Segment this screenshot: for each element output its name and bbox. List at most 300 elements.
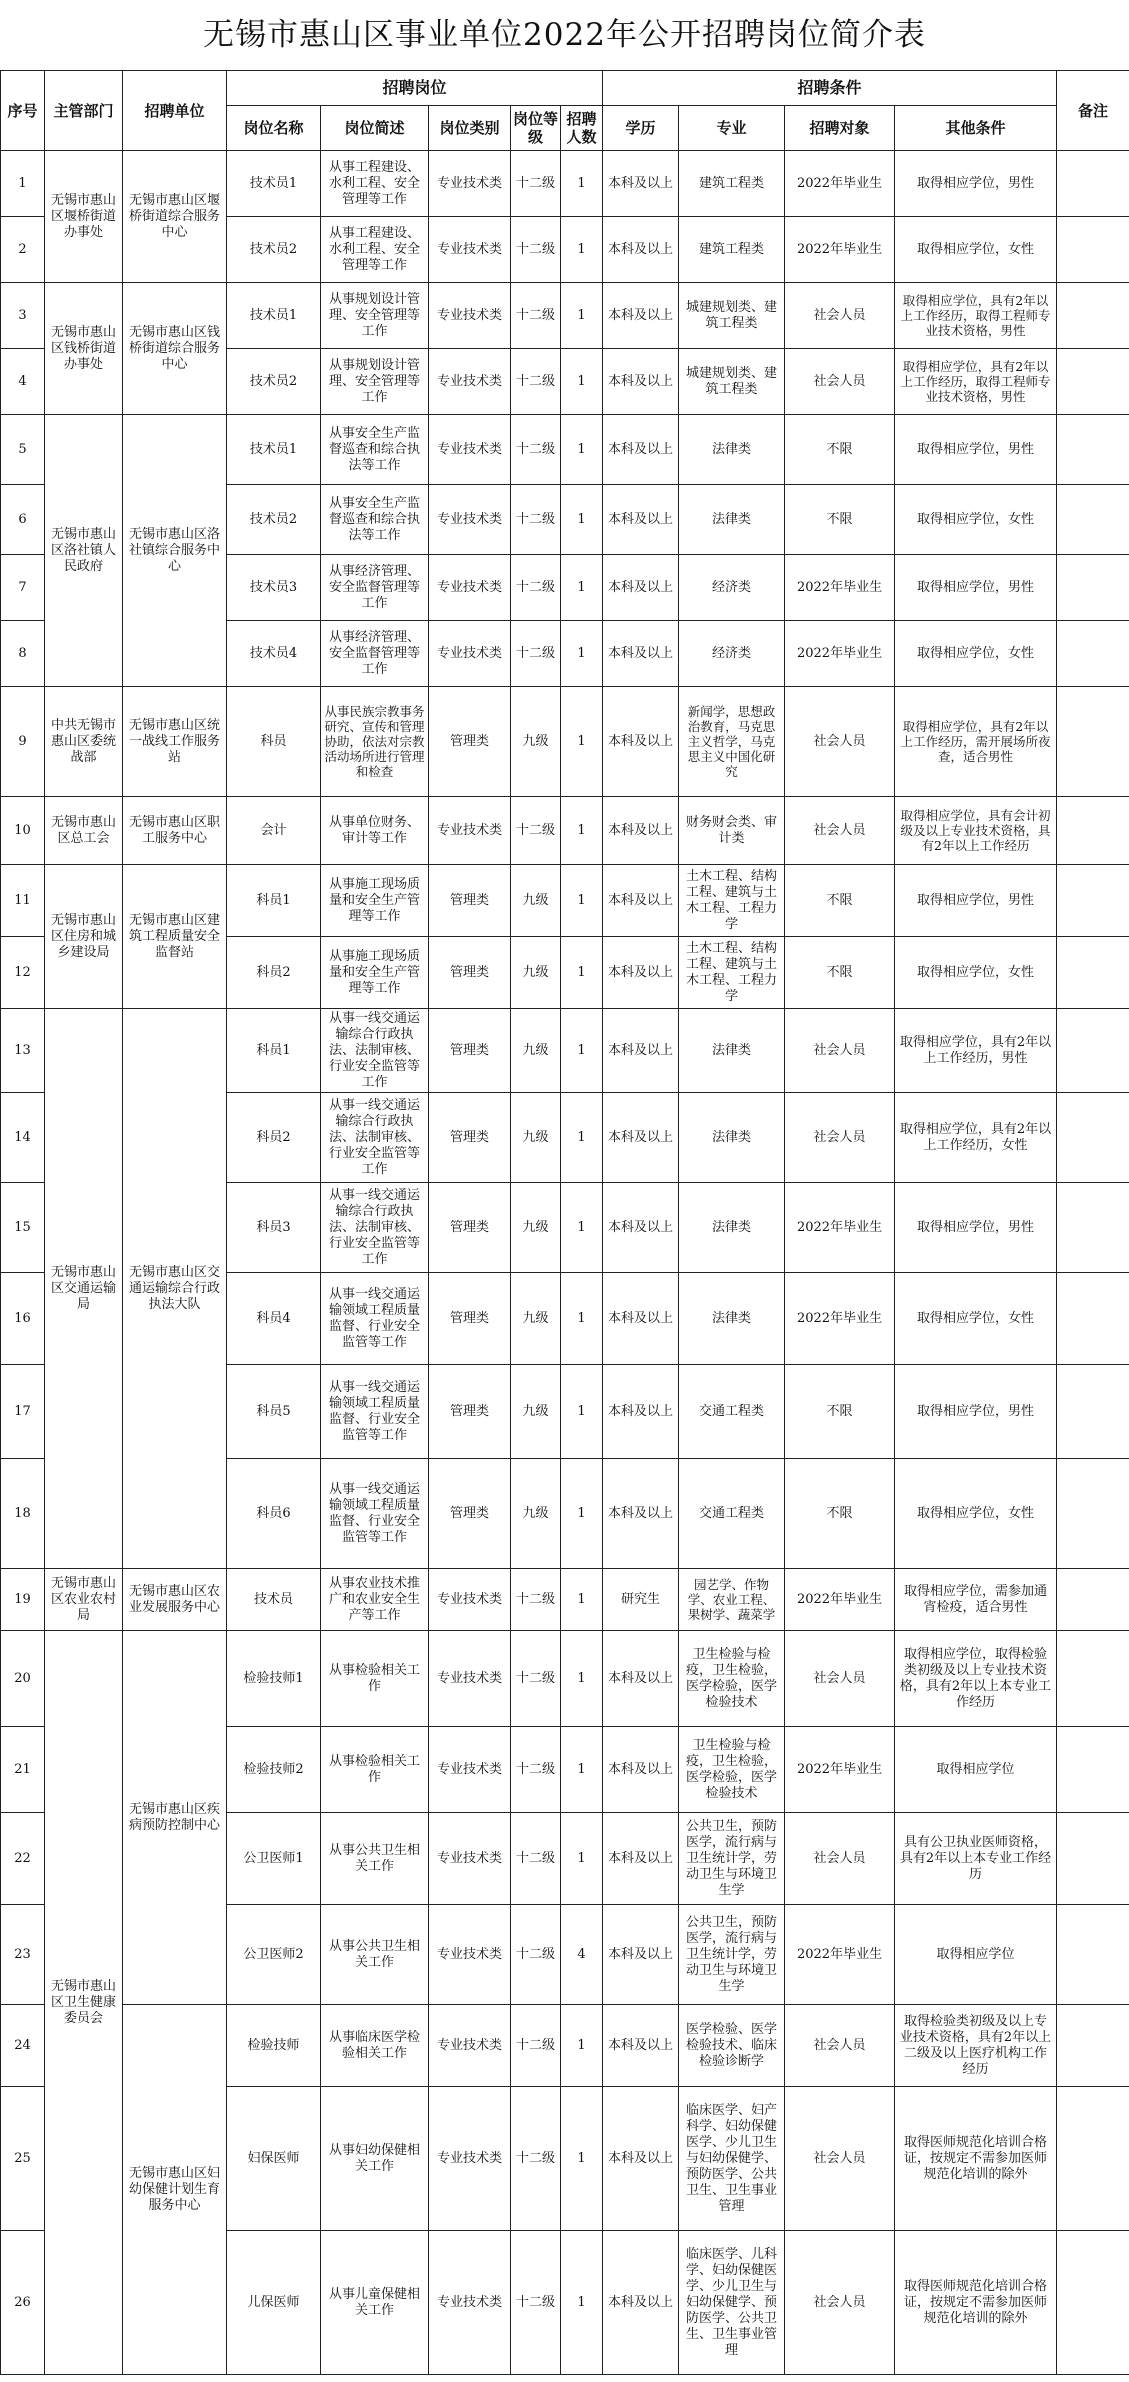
cell-target: 社会人员 bbox=[785, 2231, 895, 2375]
cell-edu: 本科及以上 bbox=[603, 797, 679, 865]
cell-other: 取得相应学位 bbox=[895, 1905, 1057, 2005]
cell-post-type: 专业技术类 bbox=[429, 1727, 511, 1813]
cell-post-level: 十二级 bbox=[511, 1727, 561, 1813]
cell-other: 取得医师规范化培训合格证，按规定不需参加医师规范化培训的除外 bbox=[895, 2231, 1057, 2375]
cell-remark bbox=[1057, 415, 1129, 485]
cell-major: 法律类 bbox=[679, 415, 785, 485]
cell-seq: 12 bbox=[1, 937, 45, 1009]
cell-post-desc: 从事一线交通运输领域工程质量监督、行业安全监管等工作 bbox=[321, 1365, 429, 1459]
cell-post-desc: 从事规划设计管理、安全管理等工作 bbox=[321, 349, 429, 415]
cell-post-name: 技术员2 bbox=[227, 217, 321, 283]
cell-post-desc: 从事公共卫生相关工作 bbox=[321, 1813, 429, 1905]
cell-post-desc: 从事施工现场质量和安全生产管理等工作 bbox=[321, 937, 429, 1009]
cell-remark bbox=[1057, 865, 1129, 937]
cell-edu: 本科及以上 bbox=[603, 555, 679, 621]
cell-post-name: 技术员1 bbox=[227, 415, 321, 485]
cell-post-desc: 从事民族宗教事务研究、宣传和管理协助，依法对宗教活动场所进行管理和检查 bbox=[321, 687, 429, 797]
cell-target: 社会人员 bbox=[785, 1093, 895, 1183]
cell-count: 1 bbox=[561, 1365, 603, 1459]
cell-post-desc: 从事检验相关工作 bbox=[321, 1631, 429, 1727]
cell-post-level: 十二级 bbox=[511, 485, 561, 555]
cell-remark bbox=[1057, 283, 1129, 349]
cell-unit: 无锡市惠山区疾病预防控制中心 bbox=[123, 1631, 227, 2005]
cell-edu: 本科及以上 bbox=[603, 2231, 679, 2375]
cell-count: 1 bbox=[561, 1631, 603, 1727]
cell-other: 取得相应学位，取得检验类初级及以上专业技术资格，具有2年以上本专业工作经历 bbox=[895, 1631, 1057, 1727]
cell-seq: 18 bbox=[1, 1459, 45, 1569]
cell-target: 不限 bbox=[785, 937, 895, 1009]
cell-target: 社会人员 bbox=[785, 1813, 895, 1905]
cell-unit: 无锡市惠山区洛社镇综合服务中心 bbox=[123, 415, 227, 687]
cell-major: 法律类 bbox=[679, 1183, 785, 1273]
cell-major: 土木工程、结构工程、建筑与土木工程、工程力学 bbox=[679, 937, 785, 1009]
cell-remark bbox=[1057, 2005, 1129, 2087]
cell-post-type: 管理类 bbox=[429, 937, 511, 1009]
table-row bbox=[1, 1009, 1129, 1093]
cell-post-name: 科员4 bbox=[227, 1273, 321, 1365]
cell-major: 卫生检验与检疫，卫生检验，医学检验，医学检验技术 bbox=[679, 1727, 785, 1813]
cell-major: 建筑工程类 bbox=[679, 217, 785, 283]
cell-post-desc: 从事儿童保健相关工作 bbox=[321, 2231, 429, 2375]
cell-post-name: 技术员2 bbox=[227, 349, 321, 415]
cell-edu: 研究生 bbox=[603, 1569, 679, 1631]
cell-count: 1 bbox=[561, 1183, 603, 1273]
cell-target: 社会人员 bbox=[785, 283, 895, 349]
cell-target: 不限 bbox=[785, 485, 895, 555]
cell-target: 社会人员 bbox=[785, 349, 895, 415]
cell-post-type: 专业技术类 bbox=[429, 2231, 511, 2375]
cell-major: 医学检验、医学检验技术、临床检验诊断学 bbox=[679, 2005, 785, 2087]
cell-post-level: 十二级 bbox=[511, 2231, 561, 2375]
cell-seq: 7 bbox=[1, 555, 45, 621]
cell-seq: 3 bbox=[1, 283, 45, 349]
cell-post-type: 专业技术类 bbox=[429, 797, 511, 865]
cell-post-desc: 从事经济管理、安全监督管理等工作 bbox=[321, 621, 429, 687]
cell-seq: 21 bbox=[1, 1727, 45, 1813]
cell-post-level: 九级 bbox=[511, 1183, 561, 1273]
cell-major: 法律类 bbox=[679, 1009, 785, 1093]
cell-seq: 24 bbox=[1, 2005, 45, 2087]
header-major: 专业 bbox=[679, 106, 785, 151]
cell-post-desc: 从事工程建设、水利工程、安全管理等工作 bbox=[321, 151, 429, 217]
cell-post-type: 专业技术类 bbox=[429, 283, 511, 349]
cell-other: 取得相应学位，男性 bbox=[895, 1183, 1057, 1273]
cell-major: 临床医学、妇产科学、妇幼保健医学、少儿卫生与妇幼保健学、预防医学、公共卫生、卫生事业管理 bbox=[679, 2087, 785, 2231]
cell-other: 取得医师规范化培训合格证，按规定不需参加医师规范化培训的除外 bbox=[895, 2087, 1057, 2231]
cell-target: 社会人员 bbox=[785, 2005, 895, 2087]
cell-post-level: 十二级 bbox=[511, 349, 561, 415]
cell-post-desc: 从事一线交通运输综合行政执法、法制审核、行业安全监管等工作 bbox=[321, 1009, 429, 1093]
header-post-level: 岗位等级 bbox=[511, 106, 561, 151]
cell-post-desc: 从事工程建设、水利工程、安全管理等工作 bbox=[321, 217, 429, 283]
table-row bbox=[1, 687, 1129, 797]
cell-post-name: 检验技师2 bbox=[227, 1727, 321, 1813]
cell-count: 1 bbox=[561, 415, 603, 485]
cell-count: 1 bbox=[561, 1459, 603, 1569]
cell-major: 公共卫生，预防医学，流行病与卫生统计学，劳动卫生与环境卫生学 bbox=[679, 1813, 785, 1905]
cell-other: 取得相应学位，具有2年以上工作经历，男性 bbox=[895, 1009, 1057, 1093]
cell-major: 城建规划类、建筑工程类 bbox=[679, 283, 785, 349]
cell-remark bbox=[1057, 937, 1129, 1009]
cell-major: 城建规划类、建筑工程类 bbox=[679, 349, 785, 415]
cell-count: 1 bbox=[561, 2005, 603, 2087]
cell-unit: 无锡市惠山区妇幼保健计划生育服务中心 bbox=[123, 2005, 227, 2375]
cell-dept: 无锡市惠山区交通运输局 bbox=[45, 1009, 123, 1569]
cell-major: 经济类 bbox=[679, 621, 785, 687]
cell-post-name: 科员2 bbox=[227, 937, 321, 1009]
cell-count: 1 bbox=[561, 865, 603, 937]
cell-remark bbox=[1057, 1727, 1129, 1813]
table-row bbox=[1, 865, 1129, 937]
cell-major: 卫生检验与检疫，卫生检验，医学检验，医学检验技术 bbox=[679, 1631, 785, 1727]
cell-target: 2022年毕业生 bbox=[785, 1183, 895, 1273]
cell-edu: 本科及以上 bbox=[603, 1093, 679, 1183]
cell-other: 取得检验类初级及以上专业技术资格，具有2年以上二级及以上医疗机构工作经历 bbox=[895, 2005, 1057, 2087]
cell-other: 取得相应学位 bbox=[895, 1727, 1057, 1813]
cell-count: 1 bbox=[561, 349, 603, 415]
cell-post-name: 技术员1 bbox=[227, 151, 321, 217]
cell-post-desc: 从事妇幼保健相关工作 bbox=[321, 2087, 429, 2231]
cell-post-level: 十二级 bbox=[511, 1631, 561, 1727]
cell-post-type: 专业技术类 bbox=[429, 1569, 511, 1631]
cell-post-name: 科员2 bbox=[227, 1093, 321, 1183]
cell-dept: 无锡市惠山区洛社镇人民政府 bbox=[45, 415, 123, 687]
cell-count: 1 bbox=[561, 1727, 603, 1813]
cell-remark bbox=[1057, 2087, 1129, 2231]
cell-post-level: 十二级 bbox=[511, 415, 561, 485]
cell-major: 财务财会类、审计类 bbox=[679, 797, 785, 865]
cell-seq: 5 bbox=[1, 415, 45, 485]
cell-post-name: 科员5 bbox=[227, 1365, 321, 1459]
cell-major: 经济类 bbox=[679, 555, 785, 621]
cell-other: 取得相应学位，具有2年以上工作经历，需开展场所夜查，适合男性 bbox=[895, 687, 1057, 797]
cell-count: 1 bbox=[561, 2087, 603, 2231]
cell-post-level: 九级 bbox=[511, 865, 561, 937]
cell-post-desc: 从事经济管理、安全监督管理等工作 bbox=[321, 555, 429, 621]
cell-edu: 本科及以上 bbox=[603, 1365, 679, 1459]
cell-post-type: 专业技术类 bbox=[429, 1631, 511, 1727]
cell-edu: 本科及以上 bbox=[603, 283, 679, 349]
cell-seq: 22 bbox=[1, 1813, 45, 1905]
header-remark: 备注 bbox=[1057, 71, 1129, 151]
cell-post-name: 科员3 bbox=[227, 1183, 321, 1273]
cell-post-name: 公卫医师2 bbox=[227, 1905, 321, 2005]
cell-post-level: 十二级 bbox=[511, 1569, 561, 1631]
cell-other: 取得相应学位，男性 bbox=[895, 1365, 1057, 1459]
cell-major: 新闻学，思想政治教育，马克思主义哲学，马克思主义中国化研究 bbox=[679, 687, 785, 797]
cell-dept: 无锡市惠山区农业农村局 bbox=[45, 1569, 123, 1631]
cell-major: 法律类 bbox=[679, 485, 785, 555]
cell-post-type: 专业技术类 bbox=[429, 621, 511, 687]
cell-post-type: 专业技术类 bbox=[429, 415, 511, 485]
cell-other: 取得相应学位，男性 bbox=[895, 151, 1057, 217]
cell-post-level: 十二级 bbox=[511, 1905, 561, 2005]
cell-target: 不限 bbox=[785, 1365, 895, 1459]
cell-unit: 无锡市惠山区堰桥街道综合服务中心 bbox=[123, 151, 227, 283]
cell-edu: 本科及以上 bbox=[603, 2087, 679, 2231]
header-dept: 主管部门 bbox=[45, 71, 123, 151]
cell-post-name: 技术员2 bbox=[227, 485, 321, 555]
cell-post-name: 会计 bbox=[227, 797, 321, 865]
cell-other: 取得相应学位，女性 bbox=[895, 1273, 1057, 1365]
recruitment-table bbox=[0, 70, 1129, 2375]
cell-post-level: 十二级 bbox=[511, 283, 561, 349]
cell-post-desc: 从事一线交通运输领域工程质量监督、行业安全监管等工作 bbox=[321, 1459, 429, 1569]
cell-remark bbox=[1057, 1093, 1129, 1183]
cell-remark bbox=[1057, 1009, 1129, 1093]
table-row bbox=[1, 151, 1129, 217]
cell-post-level: 十二级 bbox=[511, 2005, 561, 2087]
cell-post-type: 专业技术类 bbox=[429, 485, 511, 555]
cell-post-desc: 从事单位财务、审计等工作 bbox=[321, 797, 429, 865]
cell-edu: 本科及以上 bbox=[603, 485, 679, 555]
cell-post-type: 管理类 bbox=[429, 1459, 511, 1569]
cell-post-name: 科员1 bbox=[227, 865, 321, 937]
header-seq: 序号 bbox=[1, 71, 45, 151]
cell-seq: 20 bbox=[1, 1631, 45, 1727]
cell-other: 取得相应学位，女性 bbox=[895, 485, 1057, 555]
cell-major: 建筑工程类 bbox=[679, 151, 785, 217]
cell-target: 2022年毕业生 bbox=[785, 1273, 895, 1365]
header-target: 招聘对象 bbox=[785, 106, 895, 151]
cell-post-level: 九级 bbox=[511, 1093, 561, 1183]
cell-post-type: 专业技术类 bbox=[429, 217, 511, 283]
cell-count: 1 bbox=[561, 797, 603, 865]
cell-post-desc: 从事一线交通运输领域工程质量监督、行业安全监管等工作 bbox=[321, 1273, 429, 1365]
cell-count: 1 bbox=[561, 1093, 603, 1183]
cell-count: 1 bbox=[561, 217, 603, 283]
cell-seq: 10 bbox=[1, 797, 45, 865]
cell-post-name: 科员6 bbox=[227, 1459, 321, 1569]
cell-count: 1 bbox=[561, 937, 603, 1009]
cell-remark bbox=[1057, 2231, 1129, 2375]
cell-edu: 本科及以上 bbox=[603, 1459, 679, 1569]
cell-count: 1 bbox=[561, 1009, 603, 1093]
header-count: 招聘人数 bbox=[561, 106, 603, 151]
cell-seq: 23 bbox=[1, 1905, 45, 2005]
cell-edu: 本科及以上 bbox=[603, 1009, 679, 1093]
cell-seq: 19 bbox=[1, 1569, 45, 1631]
cell-target: 2022年毕业生 bbox=[785, 217, 895, 283]
cell-post-type: 专业技术类 bbox=[429, 2005, 511, 2087]
cell-count: 1 bbox=[561, 283, 603, 349]
cell-post-name: 科员1 bbox=[227, 1009, 321, 1093]
cell-post-desc: 从事农业技术推广和农业安全生产等工作 bbox=[321, 1569, 429, 1631]
cell-other: 取得相应学位，男性 bbox=[895, 415, 1057, 485]
cell-post-level: 九级 bbox=[511, 1365, 561, 1459]
cell-post-desc: 从事临床医学检验相关工作 bbox=[321, 2005, 429, 2087]
cell-major: 交通工程类 bbox=[679, 1459, 785, 1569]
cell-post-desc: 从事公共卫生相关工作 bbox=[321, 1905, 429, 2005]
cell-unit: 无锡市惠山区钱桥街道综合服务中心 bbox=[123, 283, 227, 415]
cell-other: 取得相应学位，需参加通宵检疫，适合男性 bbox=[895, 1569, 1057, 1631]
cell-post-name: 公卫医师1 bbox=[227, 1813, 321, 1905]
cell-post-type: 管理类 bbox=[429, 687, 511, 797]
cell-edu: 本科及以上 bbox=[603, 621, 679, 687]
header-post-type: 岗位类别 bbox=[429, 106, 511, 151]
cell-remark bbox=[1057, 217, 1129, 283]
cell-post-type: 管理类 bbox=[429, 1365, 511, 1459]
cell-dept: 中共无锡市惠山区委统战部 bbox=[45, 687, 123, 797]
cell-remark bbox=[1057, 1183, 1129, 1273]
cell-major: 园艺学、作物学、农业工程、果树学、蔬菜学 bbox=[679, 1569, 785, 1631]
cell-other: 取得相应学位，女性 bbox=[895, 1459, 1057, 1569]
cell-target: 社会人员 bbox=[785, 797, 895, 865]
cell-major: 法律类 bbox=[679, 1273, 785, 1365]
cell-seq: 26 bbox=[1, 2231, 45, 2375]
cell-post-level: 十二级 bbox=[511, 621, 561, 687]
cell-post-desc: 从事施工现场质量和安全生产管理等工作 bbox=[321, 865, 429, 937]
cell-unit: 无锡市惠山区建筑工程质量安全监督站 bbox=[123, 865, 227, 1009]
cell-unit: 无锡市惠山区统一战线工作服务站 bbox=[123, 687, 227, 797]
cell-remark bbox=[1057, 555, 1129, 621]
cell-post-level: 十二级 bbox=[511, 2087, 561, 2231]
cell-major: 临床医学、儿科学、妇幼保健医学、少儿卫生与妇幼保健学、预防医学、公共卫生、卫生事业管理 bbox=[679, 2231, 785, 2375]
cell-remark bbox=[1057, 1905, 1129, 2005]
cell-count: 1 bbox=[561, 2231, 603, 2375]
cell-post-level: 十二级 bbox=[511, 217, 561, 283]
cell-other: 具有公卫执业医师资格，具有2年以上本专业工作经历 bbox=[895, 1813, 1057, 1905]
cell-unit: 无锡市惠山区农业发展服务中心 bbox=[123, 1569, 227, 1631]
cell-other: 取得相应学位，具有会计初级及以上专业技术资格，具有2年以上工作经历 bbox=[895, 797, 1057, 865]
cell-seq: 15 bbox=[1, 1183, 45, 1273]
cell-post-level: 九级 bbox=[511, 1273, 561, 1365]
cell-target: 社会人员 bbox=[785, 2087, 895, 2231]
cell-edu: 本科及以上 bbox=[603, 1905, 679, 2005]
header-post-desc: 岗位简述 bbox=[321, 106, 429, 151]
cell-target: 2022年毕业生 bbox=[785, 621, 895, 687]
cell-other: 取得相应学位，女性 bbox=[895, 621, 1057, 687]
cell-post-type: 管理类 bbox=[429, 1273, 511, 1365]
cell-post-type: 专业技术类 bbox=[429, 1905, 511, 2005]
cell-seq: 6 bbox=[1, 485, 45, 555]
cell-post-level: 十二级 bbox=[511, 1813, 561, 1905]
cell-seq: 11 bbox=[1, 865, 45, 937]
header-edu: 学历 bbox=[603, 106, 679, 151]
table-row bbox=[1, 283, 1129, 349]
cell-major: 土木工程、结构工程、建筑与土木工程、工程力学 bbox=[679, 865, 785, 937]
cell-remark bbox=[1057, 1569, 1129, 1631]
cell-other: 取得相应学位，女性 bbox=[895, 937, 1057, 1009]
cell-other: 取得相应学位，具有2年以上工作经历，女性 bbox=[895, 1093, 1057, 1183]
cell-edu: 本科及以上 bbox=[603, 1631, 679, 1727]
table-row bbox=[1, 1631, 1129, 1727]
header-unit: 招聘单位 bbox=[123, 71, 227, 151]
cell-post-type: 管理类 bbox=[429, 1009, 511, 1093]
cell-target: 不限 bbox=[785, 865, 895, 937]
header-group-post: 招聘岗位 bbox=[227, 71, 603, 106]
cell-post-type: 管理类 bbox=[429, 865, 511, 937]
cell-edu: 本科及以上 bbox=[603, 1727, 679, 1813]
cell-target: 社会人员 bbox=[785, 687, 895, 797]
cell-edu: 本科及以上 bbox=[603, 151, 679, 217]
cell-dept: 无锡市惠山区卫生健康委员会 bbox=[45, 1631, 123, 2375]
cell-remark bbox=[1057, 1813, 1129, 1905]
cell-edu: 本科及以上 bbox=[603, 937, 679, 1009]
cell-remark bbox=[1057, 1459, 1129, 1569]
cell-count: 1 bbox=[561, 151, 603, 217]
cell-edu: 本科及以上 bbox=[603, 865, 679, 937]
cell-post-type: 管理类 bbox=[429, 1093, 511, 1183]
cell-seq: 14 bbox=[1, 1093, 45, 1183]
cell-post-name: 儿保医师 bbox=[227, 2231, 321, 2375]
cell-post-name: 技术员 bbox=[227, 1569, 321, 1631]
cell-count: 4 bbox=[561, 1905, 603, 2005]
cell-major: 公共卫生，预防医学，流行病与卫生统计学，劳动卫生与环境卫生学 bbox=[679, 1905, 785, 2005]
cell-seq: 1 bbox=[1, 151, 45, 217]
cell-count: 1 bbox=[561, 687, 603, 797]
table-row bbox=[1, 1569, 1129, 1631]
cell-post-type: 专业技术类 bbox=[429, 151, 511, 217]
cell-edu: 本科及以上 bbox=[603, 687, 679, 797]
cell-major: 交通工程类 bbox=[679, 1365, 785, 1459]
cell-post-level: 九级 bbox=[511, 1009, 561, 1093]
cell-target: 不限 bbox=[785, 415, 895, 485]
cell-post-level: 十二级 bbox=[511, 797, 561, 865]
cell-target: 2022年毕业生 bbox=[785, 1905, 895, 2005]
cell-post-desc: 从事安全生产监督巡查和综合执法等工作 bbox=[321, 415, 429, 485]
cell-post-level: 十二级 bbox=[511, 555, 561, 621]
cell-post-type: 专业技术类 bbox=[429, 555, 511, 621]
cell-other: 取得相应学位，女性 bbox=[895, 217, 1057, 283]
cell-dept: 无锡市惠山区堰桥街道办事处 bbox=[45, 151, 123, 283]
cell-remark bbox=[1057, 485, 1129, 555]
cell-edu: 本科及以上 bbox=[603, 415, 679, 485]
cell-edu: 本科及以上 bbox=[603, 2005, 679, 2087]
cell-post-desc: 从事一线交通运输综合行政执法、法制审核、行业安全监管等工作 bbox=[321, 1183, 429, 1273]
cell-target: 社会人员 bbox=[785, 1009, 895, 1093]
cell-post-level: 九级 bbox=[511, 687, 561, 797]
cell-count: 1 bbox=[561, 1569, 603, 1631]
cell-seq: 2 bbox=[1, 217, 45, 283]
cell-seq: 25 bbox=[1, 2087, 45, 2231]
cell-target: 2022年毕业生 bbox=[785, 1727, 895, 1813]
cell-edu: 本科及以上 bbox=[603, 1273, 679, 1365]
cell-unit: 无锡市惠山区职工服务中心 bbox=[123, 797, 227, 865]
cell-edu: 本科及以上 bbox=[603, 349, 679, 415]
cell-post-level: 九级 bbox=[511, 937, 561, 1009]
cell-post-name: 检验技师1 bbox=[227, 1631, 321, 1727]
cell-remark bbox=[1057, 1631, 1129, 1727]
cell-post-desc: 从事安全生产监督巡查和综合执法等工作 bbox=[321, 485, 429, 555]
cell-count: 1 bbox=[561, 485, 603, 555]
table-row bbox=[1, 797, 1129, 865]
cell-remark bbox=[1057, 151, 1129, 217]
cell-dept: 无锡市惠山区钱桥街道办事处 bbox=[45, 283, 123, 415]
cell-post-type: 专业技术类 bbox=[429, 1813, 511, 1905]
cell-other: 取得相应学位，具有2年以上工作经历，取得工程师专业技术资格，男性 bbox=[895, 283, 1057, 349]
cell-remark bbox=[1057, 797, 1129, 865]
cell-target: 社会人员 bbox=[785, 1631, 895, 1727]
cell-post-level: 十二级 bbox=[511, 151, 561, 217]
cell-post-desc: 从事检验相关工作 bbox=[321, 1727, 429, 1813]
cell-remark bbox=[1057, 1273, 1129, 1365]
cell-edu: 本科及以上 bbox=[603, 1183, 679, 1273]
cell-edu: 本科及以上 bbox=[603, 1813, 679, 1905]
cell-dept: 无锡市惠山区总工会 bbox=[45, 797, 123, 865]
cell-post-name: 技术员4 bbox=[227, 621, 321, 687]
cell-target: 2022年毕业生 bbox=[785, 555, 895, 621]
cell-seq: 9 bbox=[1, 687, 45, 797]
cell-count: 1 bbox=[561, 555, 603, 621]
cell-post-name: 检验技师 bbox=[227, 2005, 321, 2087]
cell-seq: 16 bbox=[1, 1273, 45, 1365]
cell-count: 1 bbox=[561, 1813, 603, 1905]
cell-other: 取得相应学位，具有2年以上工作经历，取得工程师专业技术资格，男性 bbox=[895, 349, 1057, 415]
cell-post-level: 九级 bbox=[511, 1459, 561, 1569]
cell-target: 2022年毕业生 bbox=[785, 151, 895, 217]
cell-seq: 13 bbox=[1, 1009, 45, 1093]
